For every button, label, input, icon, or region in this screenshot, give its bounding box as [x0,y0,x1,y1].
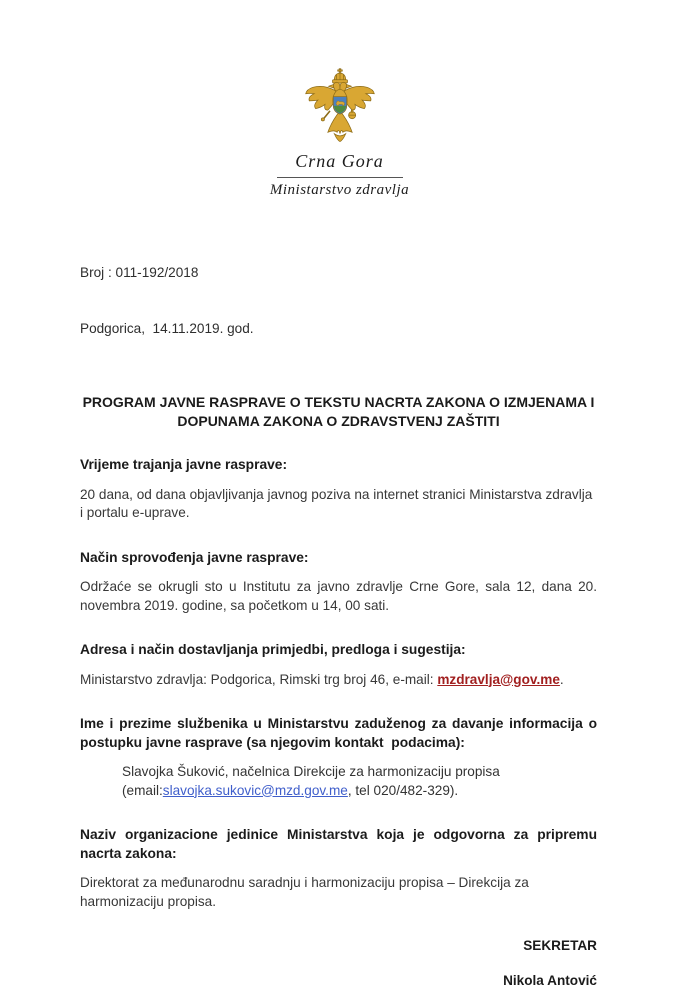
signature-role: SEKRETAR [80,937,597,956]
section-method [80,549,597,616]
section-duration-heading: Vrijeme trajanja javne rasprave: [80,456,597,475]
address-body-text: Ministarstvo zdravlja: Podgorica, Rimski trg broj 46, e-mail: [80,672,437,687]
document-header [0,0,679,199]
signature-name: Nikola Antović [80,972,597,990]
contact-person-line: Slavojka Šuković, načelnica Direkcije za harmonizaciju propisa [122,763,597,782]
section-contact [80,715,597,800]
section-duration-body: 20 dana, od dana objavljivanja javnog poziva na internet stranici Ministarstva zdravlja i portalu e-uprave. [80,486,597,523]
ministry-email-link[interactable]: mzdravlja@gov.me [437,672,560,687]
document-number: Broj : 011-192/2018 [80,264,597,283]
document-meta [80,227,597,375]
section-unit-heading: Naziv organizacione jedinice Ministarstva koja je odgovorna za pripremu nacrta zakona: [80,826,597,863]
place-and-date: Podgorica, 14.11.2019. god. [80,320,597,339]
header-divider [277,177,403,178]
contact-email-prefix: (email: [122,783,163,798]
section-method-heading: Način sprovođenja javne rasprave: [80,549,597,568]
section-unit-body: Direktorat za međunarodnu saradnju i harmonizaciju propisa – Direkcija za harmonizaciju propisa. [80,874,597,911]
section-address [80,641,597,689]
section-address-heading: Adresa i način dostavljanja primjedbi, predloga i sugestija: [80,641,597,660]
document-body [80,227,597,990]
section-address-body [80,671,597,690]
address-body-period: . [560,672,564,687]
contact-details-line [122,782,597,801]
section-duration [80,456,597,523]
section-contact-heading: Ime i prezime službenika u Ministarstvu zaduženog za davanje informacija o postupku javne rasprave (sa njegovim kontakt podacima): [80,715,597,752]
contact-phone-text: , tel 020/482-329). [348,783,458,798]
section-unit [80,826,597,911]
montenegro-coat-of-arms-icon [304,68,376,148]
section-method-body: Održaće se okrugli sto u Institutu za javno zdravlje Crne Gore, sala 12, dana 20. novembra 2019. godine, sa početkom u 14, 00 sati. [80,578,597,615]
ministry-name: Ministarstvo zdravlja [0,182,679,199]
contact-email-link[interactable]: slavojka.sukovic@mzd.gov.me [163,783,348,798]
signature-block [80,937,597,990]
section-contact-body [122,763,597,800]
country-name: Crna Gora [0,151,679,172]
document-title: PROGRAM JAVNE RASPRAVE O TEKSTU NACRTA ZAKONA O IZMJENAMA I DOPUNAMA ZAKONA O ZDRAVSTVENJ ZAŠTITI [80,393,597,430]
